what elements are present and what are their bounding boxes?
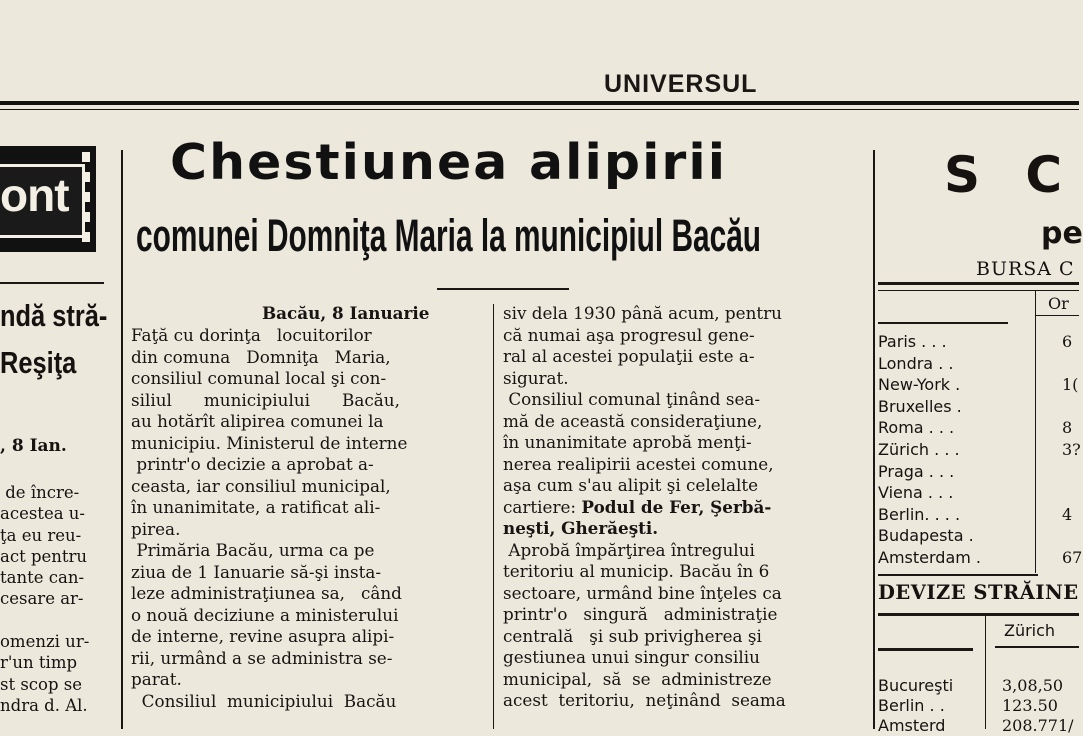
devize-values (1002, 676, 1074, 736)
devize-city-row: Berlin . . (878, 696, 945, 715)
bursa-rule-thin (878, 290, 1079, 291)
article-dateline: Bacău, 8 Ianuarie (262, 303, 430, 323)
value-cell: 6 (1062, 332, 1073, 351)
devize-rule (878, 613, 1079, 616)
column-divider-middle (493, 304, 494, 729)
bursa-values (1062, 331, 1082, 569)
masthead-rule-thin (0, 109, 1079, 110)
article-column-2-text: siv dela 1930 până acum, pentru că numai aşa progresul gene- ral al acestei populaţii este a- sigurat. Consiliul comunal ţinând sea- mă de această consideraţiune, în unanimitate aprobă menţi- nerea realipirii acestei comune, aşa cum s'au alipit şi celelalte cartiere: (503, 303, 782, 517)
left-headline (0, 292, 108, 386)
article-column-2-bold: Podul de Fer, Şerbă- neşti, Gherăeşti. (503, 496, 772, 538)
right-heading-cont: pe (1041, 216, 1083, 251)
left-headline-line: Reşiţa (0, 345, 77, 380)
value-cell: 67 (1062, 547, 1083, 567)
city-row: Paris . . . (878, 332, 947, 351)
devize-table-rule (878, 648, 973, 651)
value-cell: 4 (1062, 504, 1073, 524)
city-row: Zürich . . . (878, 439, 960, 459)
value-cell (1062, 461, 1082, 483)
bursa-rule (878, 282, 1079, 285)
left-rule (0, 282, 104, 284)
left-dateline: , 8 Ian. (0, 436, 67, 456)
city-row: Viena . . . (878, 483, 954, 503)
bursa-bottom-rule (878, 574, 1038, 576)
devize-value-cell: 123.50 (1002, 696, 1058, 715)
city-row: Bruxelles . (878, 396, 962, 416)
devize-city-row: Bucureşti (878, 676, 954, 695)
city-row: Amsterdam . (878, 547, 981, 567)
bursa-table-rule (1035, 315, 1079, 316)
devize-table-divider (985, 616, 986, 729)
left-headline-line: ndă stră- (0, 298, 108, 333)
city-row: Roma . . . (878, 418, 955, 438)
bursa-column-head: Or (1048, 294, 1069, 313)
value-cell (1062, 396, 1082, 418)
devize-column-head: Zürich (1004, 621, 1056, 640)
city-row: New-York . (878, 375, 961, 395)
left-logo (0, 146, 96, 252)
value-cell (1062, 525, 1082, 547)
city-row: Praga . . . (878, 461, 955, 481)
column-divider-right (873, 150, 875, 729)
city-row: Berlin. . . . (878, 504, 961, 524)
devize-title: DEVIZE STRĂINE (878, 581, 1079, 604)
value-cell: 8 (1062, 418, 1073, 438)
column-divider-left (121, 150, 123, 729)
value-cell: 3? (1062, 439, 1081, 459)
bursa-table-divider (1035, 290, 1036, 573)
bursa-title: BURSA C (976, 258, 1075, 280)
title-separator (437, 288, 569, 290)
value-cell (1062, 353, 1082, 375)
bursa-table-rule (878, 322, 1008, 324)
devize-cities (878, 676, 953, 736)
article-column-1: Faţă cu dorinţa locuitorilor din comuna Domniţa Maria, consiliul comunal local şi con- siliul municipiului Bacău, au hotărît alipirea comunei la municipiu. Ministerul de interne printr'o decizie a aprobat a- ceasta, iar consiliul municipal, în unanimitate, a ratificat ali- pirea. Primăria Bacău, urma ca pe ziua de 1 Ianuarie să-şi insta- leze administraţiunea sa, când o nouă deciziune a ministerului de interne, revine asupra alipi- rii, urmând a se administra se- parat. Consiliul municipiului Bacău (131, 325, 408, 711)
masthead-rule (0, 101, 1079, 105)
article-title: Chestiunea alipirii (170, 134, 728, 191)
left-body-text: de încre- acestea u- ţa eu reu- act pentru tante can- cesare ar- omenzi ur- r'un timp st scop se ndra d. Al. (0, 483, 90, 715)
devize-value-cell: 208.771/ (1002, 716, 1074, 735)
value-cell: 1( (1062, 375, 1079, 395)
devize-table-rule (995, 646, 1079, 648)
value-cell (1062, 482, 1082, 504)
city-row: Budapesta . (878, 526, 974, 546)
devize-value-cell: 3,08,50 (1002, 676, 1064, 695)
bursa-cities (878, 331, 1018, 569)
devize-city-row: Amsterd (878, 716, 946, 735)
city-row: Londra . . (878, 353, 954, 373)
right-heading: S C (944, 146, 1077, 204)
masthead: UNIVERSUL (604, 70, 758, 98)
article-column-2-continued: Aprobă împărţirea întregului teritoriu al municip. Bacău în 6 sectoare, urmând bine înţeles ca printr'o singură administraţie centrală şi sub privigherea şi gestiunea unui singur consiliu municipal, să se administreze acest teritoriu, neţinând seama (503, 539, 786, 710)
left-logo-text: ont (0, 169, 69, 221)
article-column-2 (503, 303, 786, 712)
article-subtitle: comunei Domniţa Maria la municipiul Bacău (136, 210, 762, 261)
